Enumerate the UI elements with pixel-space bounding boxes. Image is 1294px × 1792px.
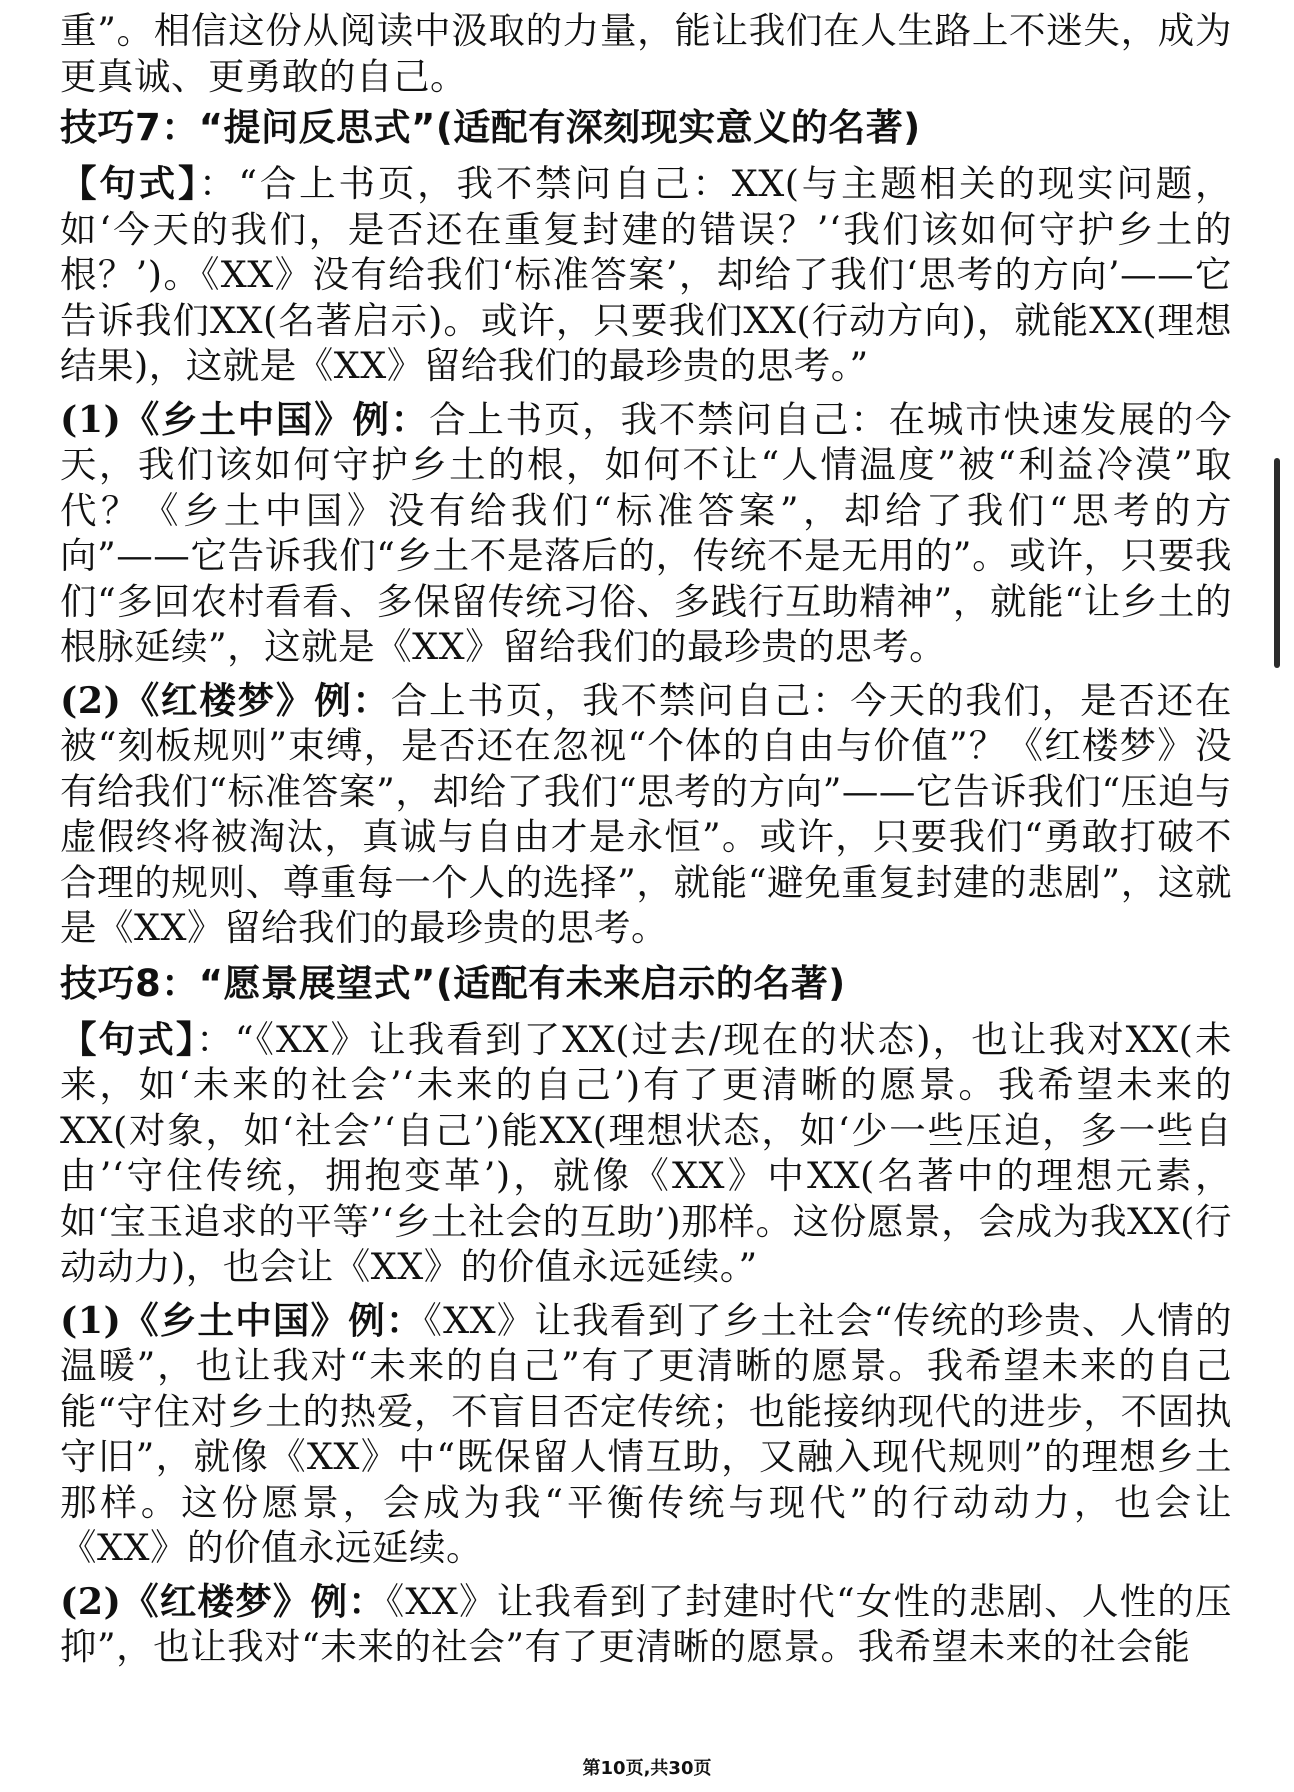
tip8-heading: 技巧8：“愿景展望式”(适配有未来启示的名著) — [60, 961, 846, 1005]
tip7-heading: 技巧7：“提问反思式”(适配有深刻现实意义的名著) — [60, 106, 921, 149]
tip8-example-1 — [60, 1298, 1232, 1571]
tip8-pattern — [60, 1017, 1232, 1290]
tip8-pattern-label: 【句式】 — [60, 1017, 197, 1061]
intro-text: 重”。相信这份从阅读中汲取的力量，能让我们在人生路上不迷失，成为更真诚、更勇敢的自己。 — [60, 9, 1232, 98]
tip7-example-2-text: 合上书页，我不禁问自己：今天的我们，是否还在被“刻板规则”束缚，是否还在忽视“个体的自由与价值”？《红楼梦》没有给我们“标准答案”，却给了我们“思考的方向”——它告诉我们“压迫与虚假终将被淘汰，真诚与自由才是永恒”。或许，只要我们“勇敢打破不合理的规则、尊重每一个人的选择”，就能“避免重复封建的悲剧”，这就是《XX》留给我们的最珍贵的思考。 — [60, 678, 1233, 949]
tip7-pattern-text: ：“合上书页，我不禁问自己：XX(与主题相关的现实问题，如‘今天的我们，是否还在重复封建的错误？’‘我们该如何守护乡土的根？’)。《XX》没有给我们‘标准答案’，却给了我们‘思考的方向’——它告诉我们XX(名著启示)。或许，只要我们XX(行动方向)，就能XX(理想结果)，这就是《XX》留给我们的最珍贵的思考。” — [60, 162, 1232, 387]
tip8-example-2-label: (2)《红楼梦》例： — [60, 1579, 386, 1623]
scrollbar-thumb[interactable] — [1274, 458, 1280, 668]
tip7-example-1-text: 合上书页，我不禁问自己：在城市快速发展的今天，我们该如何守护乡土的根，如何不让“人情温度”被“利益冷漠”取代？《乡土中国》没有给我们“标准答案”，却给了我们“思考的方向”——它告诉我们“乡土不是落后的，传统不是无用的”。或许，只要我们“多回农村看看、多保留传统习俗、多践行互助精神”，就能“让乡土的根脉延续”，这就是《XX》留给我们的最珍贵的思考。 — [60, 397, 1232, 668]
document-page — [60, 8, 1232, 1670]
tip7-example-2-label: (2)《红楼梦》例： — [60, 678, 391, 722]
tip7-example-1-label: (1)《乡土中国》例： — [60, 397, 430, 441]
tip8-example-1-text: 《XX》让我看到了乡土社会“传统的珍贵、人情的温暖”，也让我对“未来的自己”有了更清晰的愿景。我希望未来的自己能“守住对乡土的热爱，不盲目否定传统；也能接纳现代的进步，不固执守旧”，就像《XX》中“既保留人情互助，又融入现代规则”的理想乡土那样。这份愿景，会成为我“平衡传统与现代”的行动动力，也会让《XX》的价值永远延续。 — [60, 1298, 1232, 1569]
tip8-example-2 — [60, 1579, 1232, 1670]
tip8-example-1-label: (1)《乡土中国》例： — [60, 1298, 424, 1342]
tip8-pattern-text: ：“《XX》让我看到了XX(过去/现在的状态)，也让我对XX(未来，如‘未来的社会’‘未来的自己’)有了更清晰的愿景。我希望未来的XX(对象，如‘社会’‘自己’)能XX(理想状态，如‘少一些压迫，多一些自由’‘守住传统，拥抱变革’)，就像《XX》中XX(名著中的理想元素，如‘宝玉追求的平等’‘乡土社会的互助’)那样。这份愿景，会成为我XX(行动动力)，也会让《XX》的价值永远延续。” — [60, 1017, 1233, 1288]
page-number: 第10页,共30页 — [582, 1758, 712, 1779]
tip7-pattern — [60, 161, 1232, 389]
tip7-example-2 — [60, 678, 1232, 951]
tip7-pattern-label: 【句式】 — [60, 162, 200, 205]
tip7-example-1 — [60, 397, 1232, 670]
intro-paragraph — [60, 8, 1232, 99]
tip8-example-2-text: 《XX》让我看到了封建时代“女性的悲剧、人性的压抑”，也让我对“未来的社会”有了更清晰的愿景。我希望未来的社会能 — [60, 1579, 1232, 1668]
